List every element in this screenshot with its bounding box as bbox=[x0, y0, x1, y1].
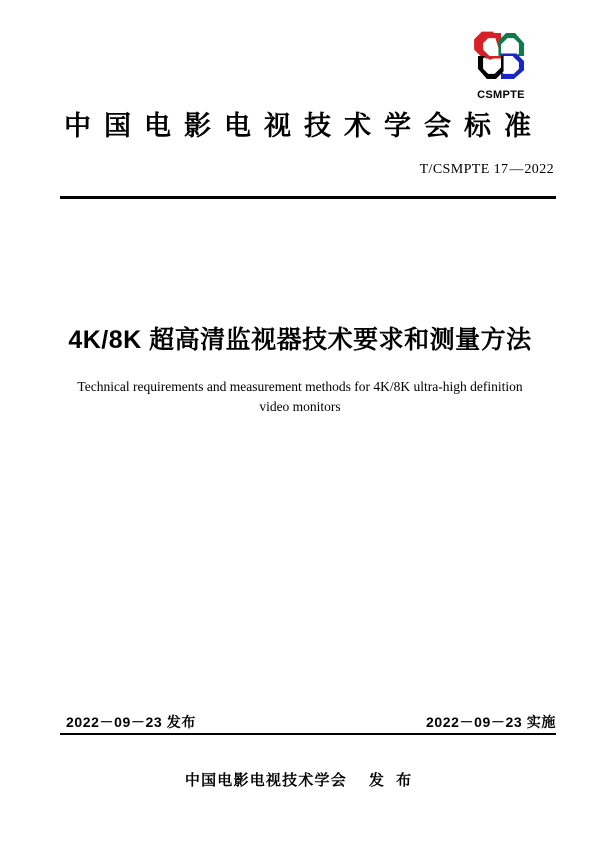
footer-dates bbox=[60, 712, 556, 734]
organization-standard-title: 中国电影电视技术学会标准 bbox=[64, 111, 544, 141]
publisher-verb: 发 布 bbox=[368, 772, 416, 789]
csmpte-logo-block bbox=[463, 24, 539, 101]
page-title-english-line2: video monitors bbox=[259, 399, 341, 414]
page-title-chinese: 4K/8K 超高清监视器技术要求和测量方法 bbox=[68, 326, 532, 354]
standard-number-year: 2022 bbox=[524, 162, 554, 177]
standard-number bbox=[420, 162, 554, 178]
csmpte-wordmark: CSMPTE bbox=[477, 89, 525, 101]
standard-number-prefix: T/CSMPTE 17 bbox=[419, 162, 509, 177]
page-title-english bbox=[40, 377, 560, 417]
standard-number-dash: — bbox=[509, 162, 524, 177]
csmpte-pinwheel-logo-icon bbox=[469, 24, 533, 88]
header-divider-rule bbox=[60, 196, 556, 199]
issue-date: 2022－09－23 发布 bbox=[66, 714, 196, 730]
publisher-name: 中国电影电视技术学会 bbox=[184, 772, 347, 789]
document-title-block bbox=[40, 322, 560, 417]
effective-date: 2022－09－23 实施 bbox=[426, 714, 556, 730]
footer-divider-rule bbox=[60, 733, 556, 735]
page-title-english-line1: Technical requirements and measurement methods for 4K/8K ultra-high definition bbox=[77, 379, 523, 394]
publisher-line bbox=[40, 770, 560, 792]
